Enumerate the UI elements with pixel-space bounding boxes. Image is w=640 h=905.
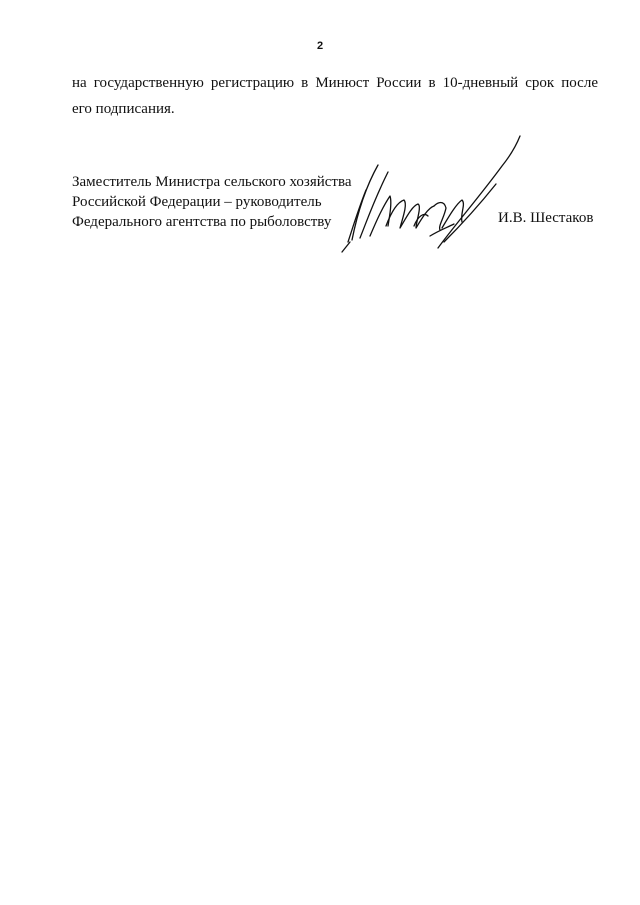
- body-line-2: его подписания.: [72, 101, 175, 117]
- signatory-title-line-2: Российской Федерации – руководитель: [72, 194, 322, 210]
- handwritten-signature: [330, 130, 530, 260]
- body-line-1: на государственную регистрацию в Минюст России в 10-дневный срок после: [72, 75, 598, 91]
- signatory-title-line-3: Федерального агентства по рыболовству: [72, 214, 332, 230]
- page-number: 2: [316, 40, 324, 52]
- signatory-name: И.В. Шестаков: [498, 210, 594, 226]
- signatory-title-line-1: Заместитель Министра сельского хозяйства: [72, 174, 352, 190]
- signatory-title: [72, 172, 352, 232]
- body-paragraph: [72, 70, 598, 122]
